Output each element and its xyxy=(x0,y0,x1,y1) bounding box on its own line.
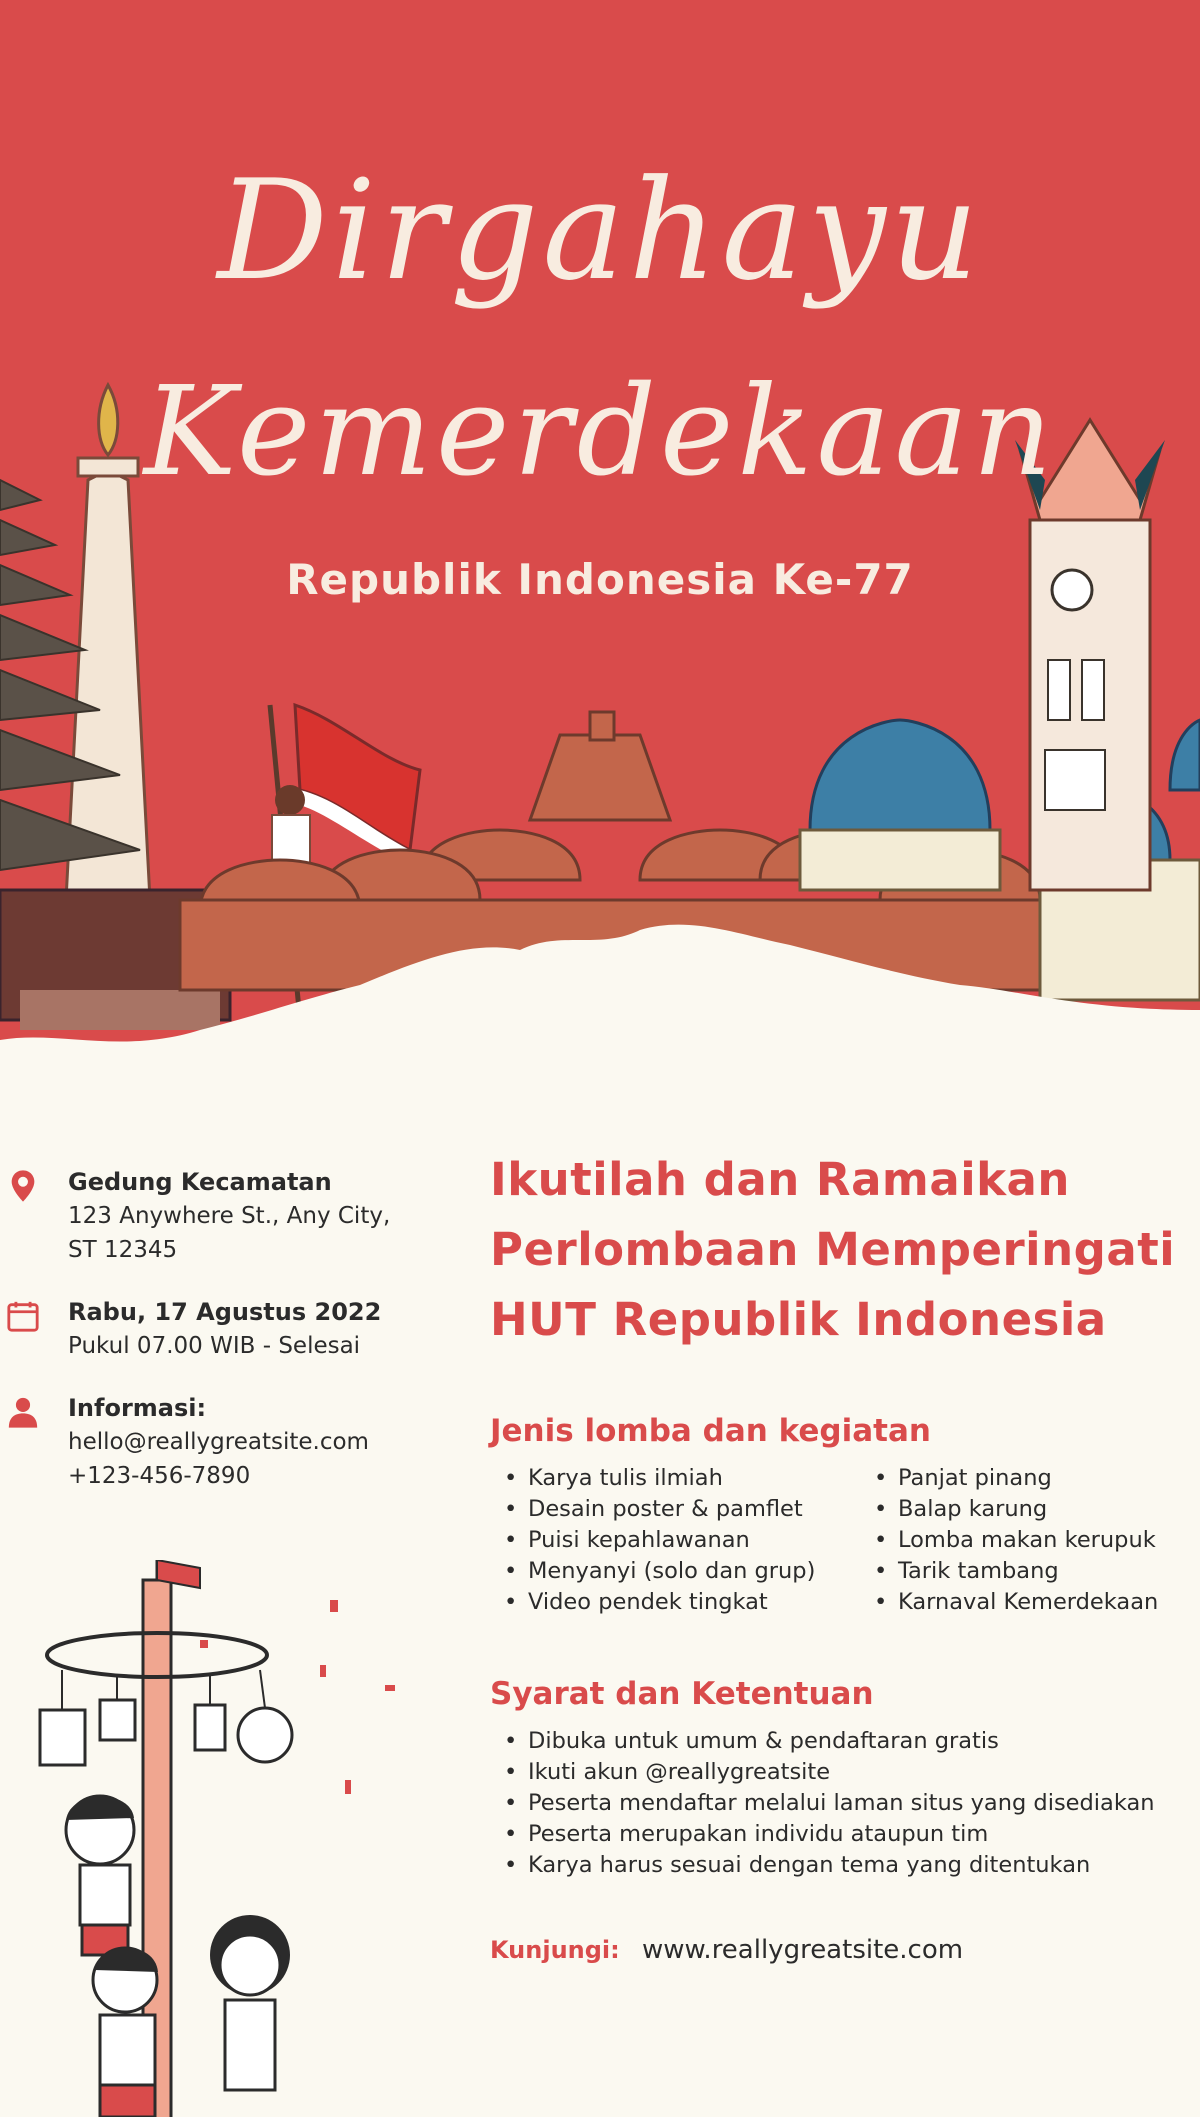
list-item: • Tarik tambang xyxy=(860,1556,1158,1587)
list-item: • Lomba makan kerupuk xyxy=(860,1525,1158,1556)
location-block xyxy=(0,1165,420,1267)
competitions-col-2 xyxy=(860,1463,1158,1618)
visit-label: Kunjungi: xyxy=(490,1936,620,1964)
list-item: • Peserta mendaftar melalui laman situs yang disediakan xyxy=(490,1788,1190,1819)
location-address-line2: ST 12345 xyxy=(68,1237,178,1263)
headline-line-3: HUT Republik Indonesia xyxy=(490,1293,1107,1346)
contact-block xyxy=(0,1391,420,1493)
competitions-col-1 xyxy=(490,1463,860,1618)
contact-phone[interactable]: +123-456-7890 xyxy=(68,1463,251,1489)
contact-title: Informasi: xyxy=(68,1394,207,1422)
event-details xyxy=(490,1145,1190,1965)
location-title: Gedung Kecamatan xyxy=(68,1168,332,1196)
headline-line-2: Perlombaan Memperingati xyxy=(490,1223,1176,1276)
subtitle: Republik Indonesia Ke-77 xyxy=(286,555,914,604)
list-item: • Balap karung xyxy=(860,1494,1158,1525)
list-item: • Peserta merupakan individu ataupun tim xyxy=(490,1819,1190,1850)
contact-email[interactable]: hello@reallygreatsite.com xyxy=(68,1429,369,1455)
list-item: • Ikuti akun @reallygreatsite xyxy=(490,1757,1190,1788)
list-item: • Menyanyi (solo dan grup) xyxy=(490,1556,860,1587)
list-item: • Karnaval Kemerdekaan xyxy=(860,1587,1158,1618)
competitions-list xyxy=(490,1463,1190,1618)
visit-line xyxy=(490,1935,1190,1965)
date-title: Rabu, 17 Agustus 2022 xyxy=(68,1298,382,1326)
list-item: • Puisi kepahlawanan xyxy=(490,1525,860,1556)
location-pin-icon xyxy=(6,1169,40,1203)
competitions-title: Jenis lomba dan kegiatan xyxy=(490,1413,931,1449)
list-item: • Karya harus sesuai dengan tema yang ditentukan xyxy=(490,1850,1190,1881)
time-line: Pukul 07.00 WIB - Selesai xyxy=(68,1333,361,1359)
headline-line-1: Ikutilah dan Ramaikan xyxy=(490,1153,1070,1206)
terms-title: Syarat dan Ketentuan xyxy=(490,1676,874,1712)
list-item: • Karya tulis ilmiah xyxy=(490,1463,860,1494)
person-icon xyxy=(6,1395,40,1429)
title-line-2: Kemerdekaan xyxy=(143,360,1057,504)
panjat-pinang-illustration xyxy=(0,1560,420,2117)
website-link[interactable]: www.reallygreatsite.com xyxy=(642,1935,964,1965)
location-address-line1: 123 Anywhere St., Any City, xyxy=(68,1203,391,1229)
list-item: • Dibuka untuk umum & pendaftaran gratis xyxy=(490,1726,1190,1757)
date-block xyxy=(0,1295,420,1363)
list-item: • Video pendek tingkat xyxy=(490,1587,860,1618)
terms-list xyxy=(490,1726,1190,1881)
event-info xyxy=(0,1165,420,1521)
calendar-icon xyxy=(6,1299,40,1333)
list-item: • Desain poster & pamflet xyxy=(490,1494,860,1525)
title-line-1: Dirgahayu xyxy=(217,150,983,311)
list-item: • Panjat pinang xyxy=(860,1463,1158,1494)
